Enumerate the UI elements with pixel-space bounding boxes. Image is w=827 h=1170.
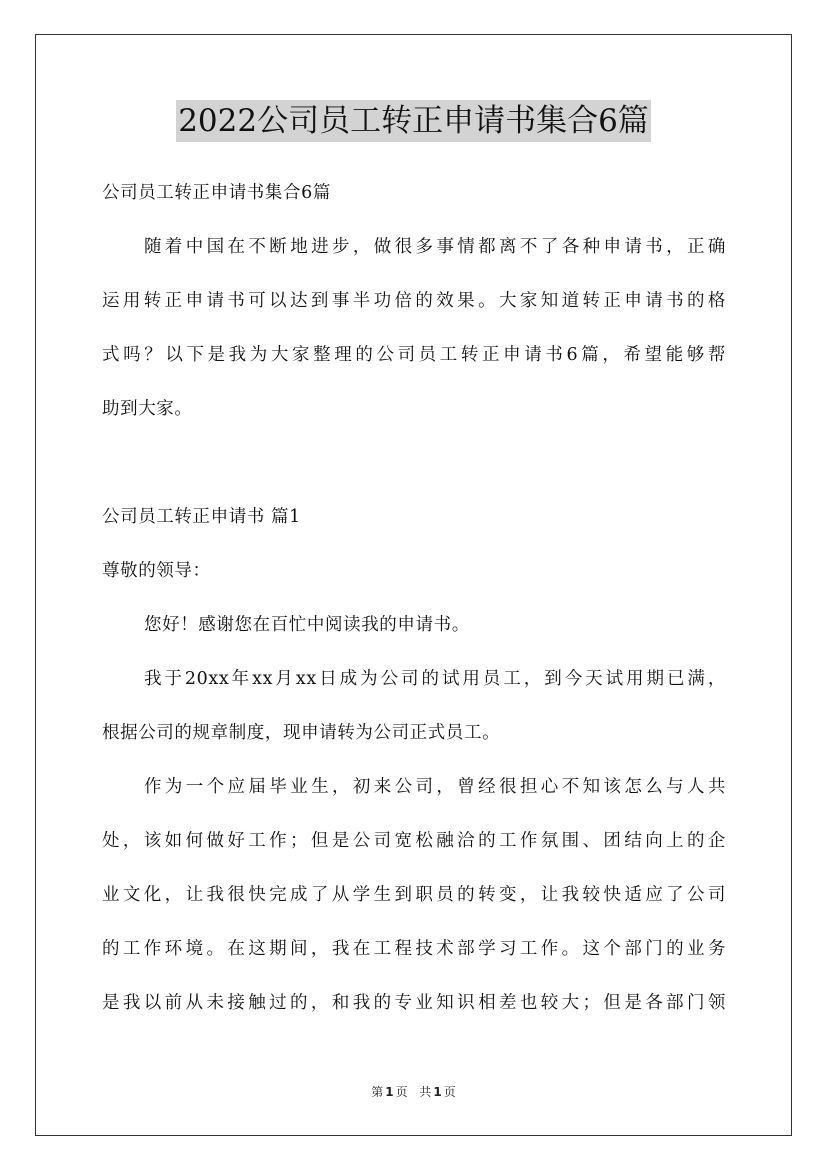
- paragraph-line: 业文化，让我很快完成了从学生到职员的转变，让我较快适应了公司: [102, 885, 726, 905]
- paragraph-line: 根据公司的规章制度，现申请转为公司正式员工。: [102, 723, 501, 743]
- title-container: [0, 100, 827, 142]
- page-prefix: 第: [371, 1085, 384, 1099]
- intro-line: 式吗？以下是我为大家整理的公司员工转正申请书6篇，希望能够帮: [102, 345, 726, 365]
- total-number: 1: [433, 1085, 442, 1099]
- page-number: 1: [385, 1085, 394, 1099]
- total-prefix: 共: [419, 1085, 432, 1099]
- blank-line: [102, 441, 726, 495]
- paragraph-line: 处，该如何做好工作；但是公司宽松融洽的工作氛围、团结向上的企: [102, 831, 726, 851]
- intro-line: 运用转正申请书可以达到事半功倍的效果。大家知道转正申请书的格: [102, 291, 726, 311]
- page-unit: 页: [395, 1085, 408, 1099]
- greeting: 您好！感谢您在百忙中阅读我的申请书。: [144, 615, 470, 635]
- intro-line: 随着中国在不断地进步，做很多事情都离不了各种申请书，正确: [144, 237, 726, 257]
- salutation: 尊敬的领导：: [102, 561, 211, 581]
- paragraph-line: 是我以前从未接触过的，和我的专业知识相差也较大；但是各部门领: [102, 993, 726, 1013]
- paragraph-line: 的工作环境。在这期间，我在工程技术部学习工作。这个部门的业务: [102, 939, 726, 959]
- document-title: 2022公司员工转正申请书集合6篇: [176, 100, 651, 142]
- paragraph-line: 我于20xx年xx月xx日成为公司的试用员工，到今天试用期已满，: [144, 669, 726, 689]
- document-body: [102, 171, 726, 1035]
- total-indicator: [417, 1085, 457, 1099]
- document-subtitle: 公司员工转正申请书集合6篇: [102, 183, 331, 203]
- section-heading: 公司员工转正申请书 篇1: [102, 507, 301, 527]
- total-unit: 页: [443, 1085, 456, 1099]
- paragraph-line: 作为一个应届毕业生，初来公司，曾经很担心不知该怎么与人共: [144, 777, 726, 797]
- intro-line: 助到大家。: [102, 399, 193, 419]
- page-footer: [0, 1082, 827, 1102]
- page-indicator: [369, 1085, 409, 1099]
